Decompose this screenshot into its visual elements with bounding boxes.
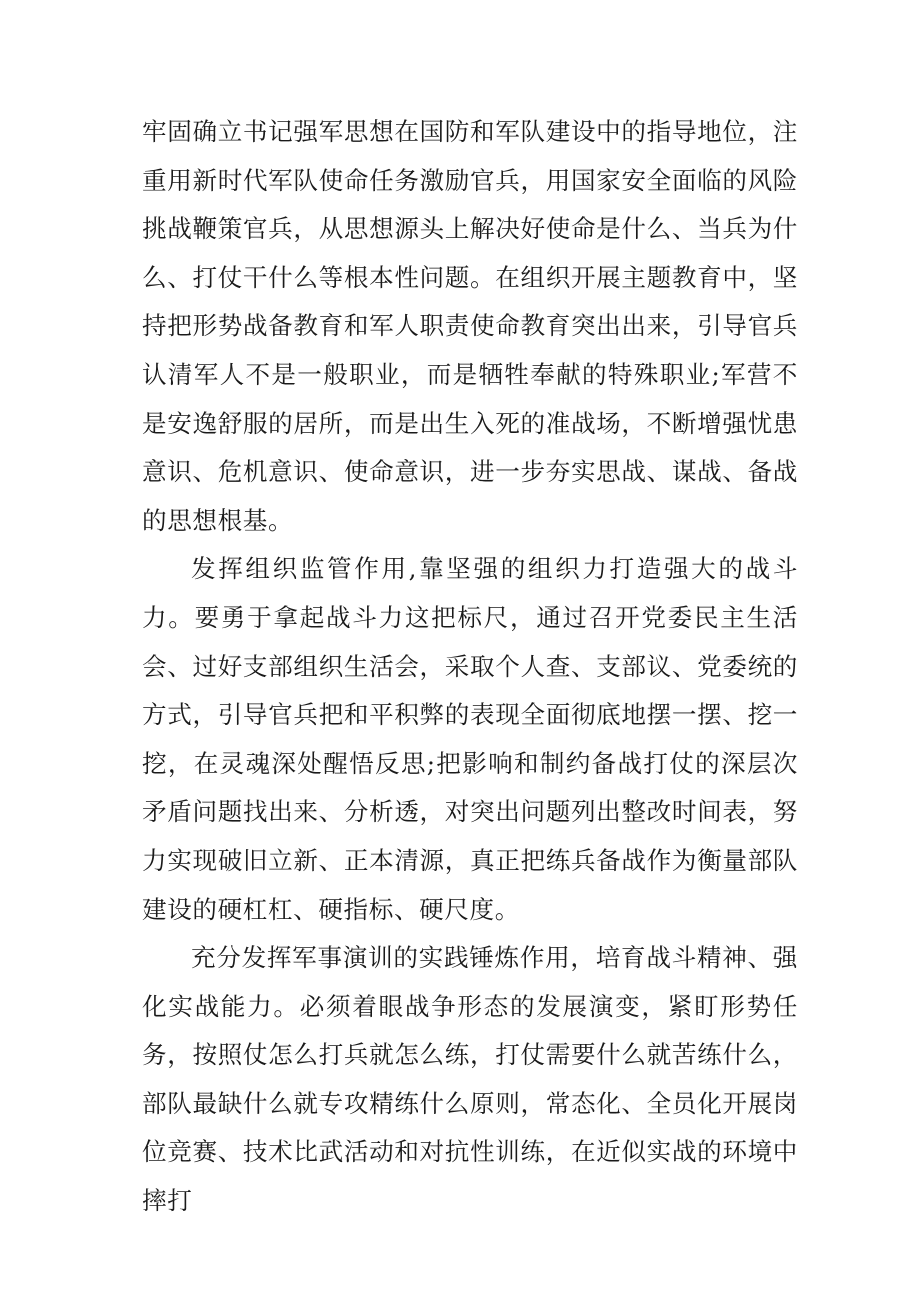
paragraph-1: 牢固确立书记强军思想在国防和军队建设中的指导地位，注重用新时代军队使命任务激励官兵，用国家安全面临的风险挑战鞭策官兵，从思想源头上解决好使命是什么、当兵为什么、打仗干什么等根本性问题。在组织开展主题教育中，坚持把形势战备教育和军人职责使命教育突出出来，引导官兵认清军人不是一般职业，而是牺牲奉献的特殊职业;军营不是安逸舒服的居所，而是出生入死的准战场，不断增强忧患意识、危机意识、使命意识，进一步夯实思战、谋战、备战的思想根基。 — [142, 117, 798, 535]
paragraph-2: 发挥组织监管作用,靠坚强的组织力打造强大的战斗力。要勇于拿起战斗力这把标尺，通过召开党委民主生活会、过好支部组织生活会，采取个人查、支部议、党委统的方式，引导官兵把和平积弊的表现全面彻底地摆一摆、挖一挖，在灵魂深处醒悟反思;把影响和制约备战打仗的深层次矛盾问题找出来、分析透，对突出问题列出整改时间表，努力实现破旧立新、正本清源，真正把练兵备战作为衡量部队建设的硬杠杠、硬指标、硬尺度。 — [142, 554, 798, 924]
document-body — [142, 108, 798, 1226]
paragraph-3: 充分发挥军事演训的实践锤炼作用，培育战斗精神、强化实战能力。必须着眼战争形态的发展演变，紧盯形势任务，按照仗怎么打兵就怎么练，打仗需要什么就苦练什么，部队最缺什么就专攻精练什么原则，常态化、全员化开展岗位竞赛、技术比武活动和对抗性训练，在近似实战的环境中摔打 — [142, 943, 798, 1216]
